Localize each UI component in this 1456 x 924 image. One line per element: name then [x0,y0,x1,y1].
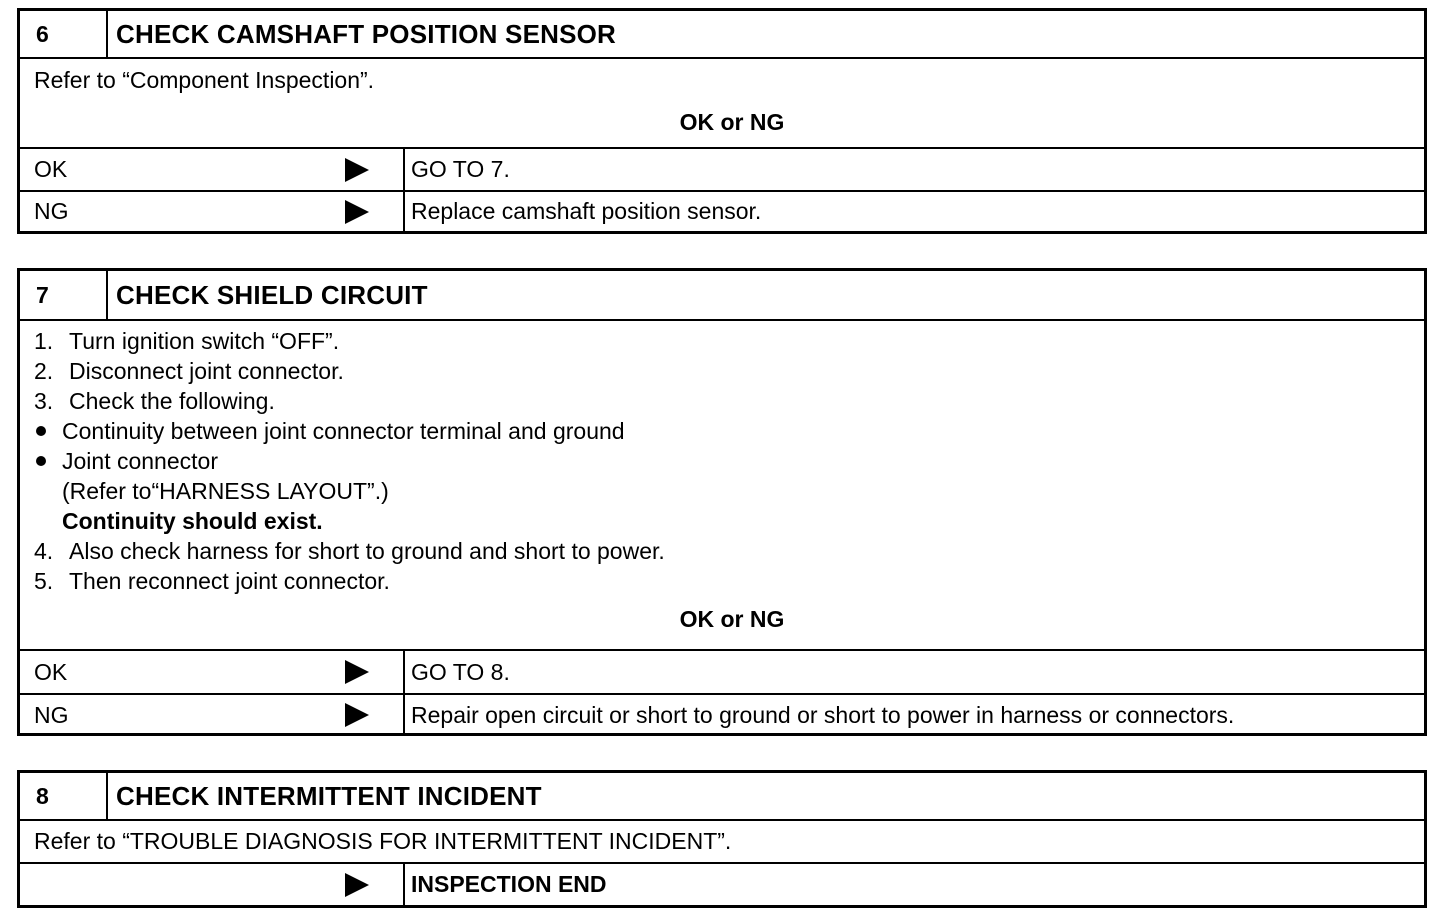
result-action: Repair open circuit or short to ground or short to power in harness or connectors. [411,701,1235,728]
step-header [20,773,1424,819]
arrow-right-icon [345,873,369,897]
result-label [20,651,405,693]
list-marker: 1. [34,328,54,354]
result-label [20,864,405,905]
step-header [20,271,1424,319]
step-number: 8 [20,773,108,819]
instruction-item [34,356,1410,386]
result-label-text: OK [34,156,68,182]
bullet-icon [36,426,46,436]
result-row-ok [20,147,1424,190]
arrow-right-icon [345,158,369,182]
step-number: 7 [20,271,108,319]
step-title: CHECK SHIELD CIRCUIT [116,279,428,310]
result-label [20,149,405,190]
instruction-text: Joint connector [62,448,218,474]
step-8-box [17,770,1427,908]
instruction-item: Continuity should exist. [62,508,323,534]
step-body [20,319,1424,649]
result-label [20,192,405,231]
instruction-text: Disconnect joint connector. [69,358,344,384]
result-action: GO TO 8. [411,658,510,685]
result-row-end [20,862,1424,905]
instruction-item [34,446,1410,476]
instruction-text: Continuity between joint connector terminal and ground [62,418,625,444]
result-action: INSPECTION END [411,871,607,897]
result-action: GO TO 7. [411,156,510,182]
arrow-right-icon [345,703,369,727]
step-6-box [17,8,1427,234]
result-action: Replace camshaft position sensor. [411,198,762,224]
step-body [20,819,1424,862]
instruction-text: Turn ignition switch “OFF”. [69,328,340,354]
result-row-ok [20,649,1424,693]
bullet-icon [36,456,46,466]
result-label-text: NG [34,198,69,224]
step-7-box [17,268,1427,736]
list-marker: 5. [34,568,54,594]
step-title: CHECK INTERMITTENT INCIDENT [116,780,542,811]
result-row-ng [20,190,1424,231]
instruction-item: (Refer to“HARNESS LAYOUT”.) [62,478,389,504]
step-header [20,11,1424,57]
instruction-item [34,386,1410,416]
result-label-text: NG [34,701,69,728]
list-marker: 2. [34,358,54,384]
list-marker: 4. [34,538,54,564]
step-title: CHECK CAMSHAFT POSITION SENSOR [116,18,617,49]
instruction-text: Also check harness for short to ground and short to power. [69,538,665,564]
result-row-ng [20,693,1424,735]
ok-or-ng-label: OK or NG [679,109,785,135]
instruction-item [34,536,1410,566]
instruction-list [20,321,1424,596]
step-instruction: Refer to “TROUBLE DIAGNOSIS FOR INTERMITTENT INCIDENT”. [34,828,732,854]
instruction-text: Then reconnect joint connector. [69,568,390,594]
step-body [20,57,1424,147]
instruction-item [34,326,1410,356]
instruction-text: Check the following. [69,388,275,414]
arrow-right-icon [345,200,369,224]
ok-or-ng-label: OK or NG [679,606,785,632]
step-number: 6 [20,11,108,57]
arrow-right-icon [345,660,369,684]
step-instruction: Refer to “Component Inspection”. [34,67,375,93]
instruction-item [34,416,1410,446]
list-marker: 3. [34,388,54,414]
result-label-text: OK [34,658,68,685]
result-label [20,695,405,735]
instruction-item [34,566,1410,596]
